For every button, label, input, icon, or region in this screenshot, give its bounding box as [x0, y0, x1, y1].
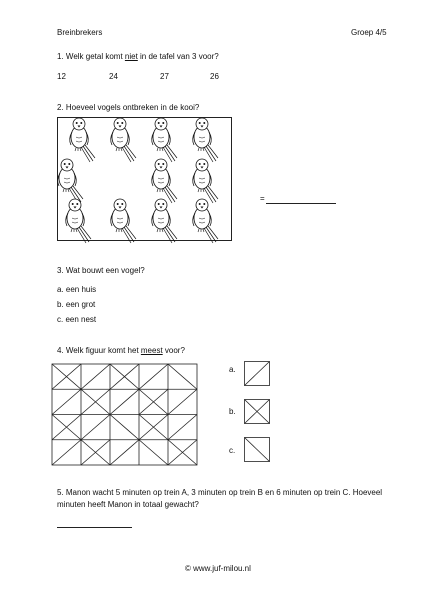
q1-option[interactable]: 24 — [109, 72, 118, 81]
footer-copyright: © www.juf-milou.nl — [185, 564, 251, 573]
q4-text-after: voor? — [162, 346, 185, 355]
pattern-grid — [52, 364, 198, 466]
q4-choice-b-label: b. — [229, 407, 236, 416]
q1-text-before: Welk getal komt — [65, 52, 125, 61]
header-right: Groep 4/5 — [351, 28, 387, 37]
q2-answer-prefix: = — [260, 194, 265, 203]
q4-choice-b-figure[interactable] — [244, 399, 270, 424]
q4-underlined: meest — [140, 346, 163, 355]
q4-choice-a-figure[interactable] — [244, 361, 270, 386]
q3-option-b[interactable]: b. een grot — [57, 300, 96, 309]
q1-number: 1. — [57, 52, 64, 61]
q1-text-after: in de tafel van 3 voor? — [137, 52, 219, 61]
bird-cage — [57, 117, 232, 241]
q3-option-a[interactable]: a. een huis — [57, 285, 97, 294]
header-left: Breinbrekers — [57, 28, 103, 37]
q1-option[interactable]: 27 — [160, 72, 169, 81]
q1-underlined: niet — [124, 52, 138, 61]
question-5-line-1: 5. Manon wacht 5 minuten op trein A, 3 minuten op trein B en 6 minuten op trein C. Hoeveel — [57, 488, 383, 497]
q1-option[interactable]: 12 — [57, 72, 66, 81]
question-4 — [57, 346, 185, 355]
q4-choice-c-label: c. — [229, 446, 236, 455]
q1-option[interactable]: 26 — [210, 72, 219, 81]
question-5-line-2: minuten heeft Manon in totaal gewacht? — [57, 500, 199, 509]
q4-choice-a-label: a. — [229, 365, 236, 374]
q4-text-before: 4. Welk figuur komt het — [57, 346, 141, 355]
q2-answer-line[interactable] — [266, 203, 336, 204]
question-1 — [57, 52, 219, 61]
q3-option-c[interactable]: c. een nest — [57, 315, 97, 324]
question-3: 3. Wat bouwt een vogel? — [57, 266, 145, 275]
question-2: 2. Hoeveel vogels ontbreken in de kooi? — [57, 103, 200, 112]
q5-answer-line[interactable] — [57, 527, 132, 528]
q4-choice-c-figure[interactable] — [244, 437, 270, 462]
